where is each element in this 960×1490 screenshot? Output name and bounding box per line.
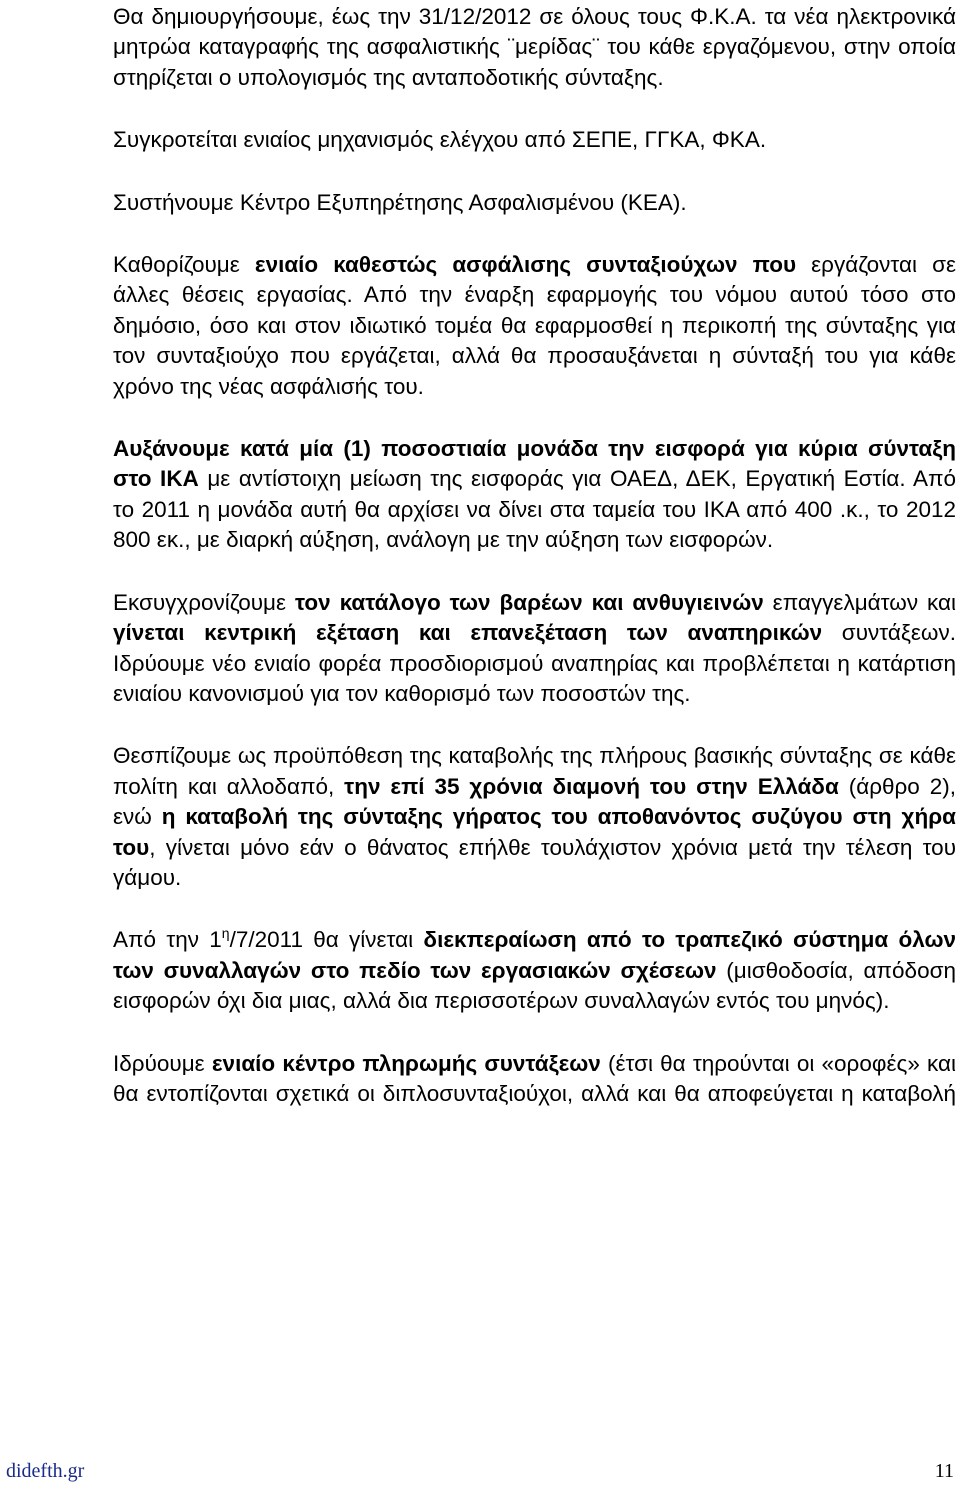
bold-emphasis: τον κατάλογο των βαρέων και ανθυγιεινών — [294, 589, 764, 615]
paragraph-basic-pension — [113, 741, 956, 893]
paragraph-text: (άρθρο 2), ενώ — [113, 773, 956, 830]
paragraph-control-mechanism — [113, 125, 956, 155]
bold-emphasis: ενιαίο κέντρο πληρωμής συντάξεων — [211, 1050, 601, 1076]
paragraph-text: (έτσι θα τηρούνται οι «οροφές» και θα εντοπίζονται σχετικά οι διπλοσυνταξιούχοι, αλλά και θα αποφεύγεται η καταβολή — [113, 1050, 956, 1106]
paragraph-text: Από την 1 — [113, 927, 222, 953]
paragraph-text: εργάζονται σε άλλες θέσεις εργασίας. Από την έναρξη εφαρμογής του νόμου αυτού τόσο στο δημόσιο, όσο και στον ιδιωτικό τομέα θα εφαρμοσθεί η περικοπή της σύνταξης για τον συνταξιούχο που εργάζεται, αλλά θα προσαυξάνεται η σύνταξή του για κάθε χρόνο της νέας ασφάλισής του. — [113, 252, 957, 399]
paragraph-text: με αντίστοιχη μείωση της εισφοράς για ΟΑΕΔ, ΔΕΚ, Εργατική Εστία. Από το 2011 η μονάδα αυτή θα αρχίσει να δίνει στα ταμεία του ΙΚΑ από 400 .κ., το 2012 800 εκ., με διαρκή αύξηση, ανάλογη με την αύξηση των εισφορών. — [113, 466, 956, 553]
bold-emphasis: Αυξάνουμε κατά μία (1) ποσοστιαία μονάδα την εισφορά για κύρια σύνταξη στο ΙΚΑ — [113, 436, 956, 492]
paragraph-text: συντάξεων. Ιδρύουμε νέο ενιαίο φορέα προσδιορισμού αναπηρίας και προβλέπεται η κατάρτιση ενιαίου κανονισμού για τον καθορισμό των ποσοστών της. — [113, 620, 956, 706]
paragraph-text: Θεσπίζουμε ως προϋπόθεση της καταβολής της πλήρους βασικής σύνταξης σε κάθε πολίτη και αλλοδαπό, — [113, 743, 956, 799]
paragraph-text: Καθορίζουμε — [113, 252, 255, 278]
bold-emphasis: την επί 35 χρόνια διαμονή του στην Ελλάδα — [344, 773, 839, 799]
bold-emphasis: η καταβολή της σύνταξης γήρατος του αποθανόντος συζύγου στη χήρα του — [113, 804, 956, 860]
superscript: η — [221, 925, 230, 942]
footer-site-link[interactable]: didefth.gr — [6, 1460, 85, 1482]
paragraph-text: Συγκροτείται ενιαίος μηχανισμός ελέγχου από ΣΕΠΕ, ΓΓΚΑ, ΦΚΑ. — [113, 127, 767, 153]
paragraph-text: /7/2011 θα γίνεται — [229, 927, 424, 953]
paragraph-text: , γίνεται μόνο εάν ο θάνατος επήλθε τουλάχιστον χρόνια μετά την τέλεση του γάμου. — [113, 834, 956, 890]
paragraph-text: Συστήνουμε Κέντρο Εξυπηρέτησης Ασφαλισμένου (ΚΕΑ). — [113, 189, 687, 215]
paragraph-banking — [113, 925, 956, 1016]
document-body — [113, 2, 956, 1141]
page-number: 11 — [934, 1460, 954, 1482]
paragraph-text: Εκσυγχρονίζουμε — [113, 589, 295, 615]
paragraph-heavy-occupations — [113, 588, 956, 710]
bold-emphasis: γίνεται κεντρική εξέταση και επανεξέταση των αναπηρικών — [113, 620, 823, 646]
paragraph-registry — [113, 2, 956, 93]
bold-emphasis: ενιαίο καθεστώς ασφάλισης συνταξιούχων που — [254, 252, 797, 278]
paragraph-text: Ιδρύουμε — [113, 1050, 212, 1076]
paragraph-text: Θα δημιουργήσουμε, έως την 31/12/2012 σε όλους τους Φ.Κ.Α. τα νέα ηλεκτρονικά μητρώα καταγραφής της ασφαλιστικής ¨μερίδας¨ του κάθε εργαζόμενου, στην οποία στηρίζεται ο υπολογισμός της ανταποδοτικής σύνταξης. — [113, 4, 956, 90]
paragraph-text: (μισθοδοσία, απόδοση εισφορών όχι δια μιας, αλλά δια περισσοτέρων συναλλαγών εντός του μηνός). — [113, 957, 956, 1014]
bold-emphasis: διεκπεραίωση από το τραπεζικό σύστημα όλων των συναλλαγών στο πεδίο των εργασιακών σχέσεων — [113, 927, 957, 983]
paragraph-contribution — [113, 434, 956, 556]
paragraph-payment-center — [113, 1049, 956, 1110]
paragraph-kea — [113, 188, 956, 218]
paragraph-text: επαγγελμάτων και — [763, 589, 956, 615]
paragraph-pensioners-work — [113, 250, 956, 402]
